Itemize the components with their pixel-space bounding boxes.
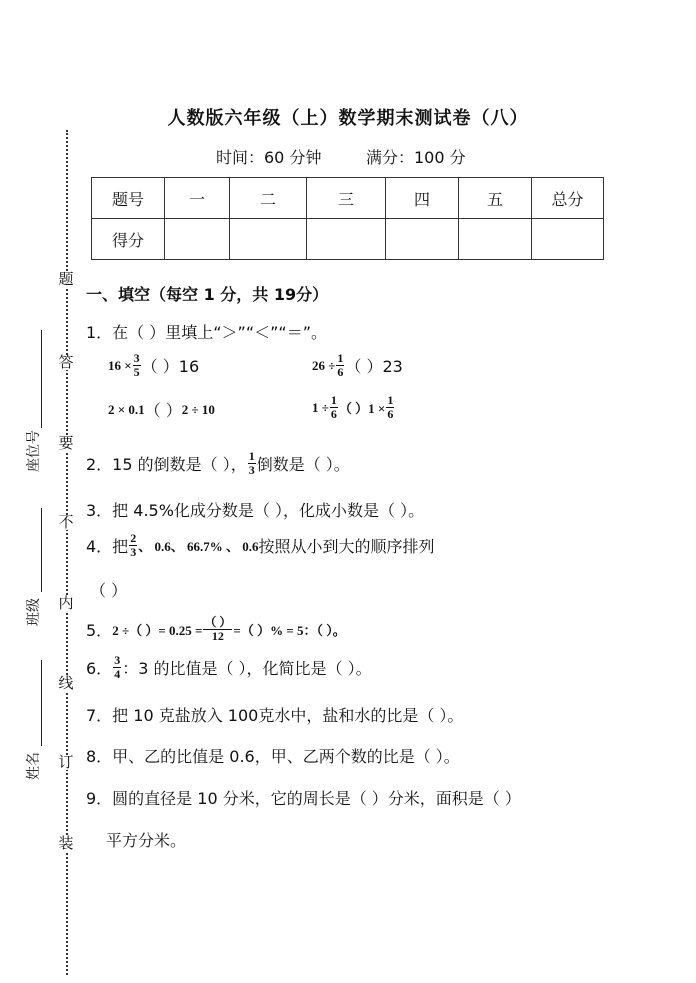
q1-expr-b [312, 352, 403, 379]
denominator: 6 [337, 365, 344, 379]
question-6 [86, 654, 372, 681]
header-cell: 二 [230, 178, 307, 219]
header-cell: 题号 [92, 178, 165, 219]
question-9-continued: 平方分米。 [106, 831, 187, 850]
numerator: 3 [114, 653, 121, 667]
q1d-fraction [330, 394, 338, 421]
denominator: 6 [330, 407, 337, 421]
q1-expr-a [108, 352, 199, 379]
header-cell: 四 [386, 178, 459, 219]
denominator: 6 [387, 407, 394, 421]
margin-char-yao: 要 [58, 434, 74, 452]
q2-fraction [248, 450, 256, 477]
score-cell[interactable] [532, 219, 604, 260]
q1a-right: （ ）16 [141, 357, 200, 376]
q1d-mid: （ ）1 × [338, 401, 386, 416]
denominator: 3 [130, 545, 137, 559]
q1-expr-d [312, 394, 395, 421]
header-cell: 一 [165, 178, 230, 219]
q1-expr-c [108, 398, 215, 421]
q1b-left: 26 ÷ [312, 357, 336, 373]
page-title: 人数版六年级（上）数学期末测试卷（八） [167, 108, 529, 129]
q1b-right: （ ）23 [345, 357, 403, 376]
seat-label: 座位号 [26, 430, 42, 472]
q1a-left: 16 × [108, 357, 132, 373]
q1d-fraction-2 [386, 394, 394, 421]
question-4 [86, 532, 434, 559]
time-text: 时间：60 分钟 [216, 148, 322, 167]
header-cell: 三 [307, 178, 386, 219]
denominator: 5 [133, 365, 140, 379]
margin-char-zhuang: 装 [58, 834, 74, 852]
score-label-cell: 得分 [92, 219, 165, 260]
denominator: 4 [114, 667, 121, 681]
q5-b: =（ ）% = 5：（ ）。 [233, 623, 346, 638]
score-table [91, 177, 604, 260]
score-cell[interactable] [307, 219, 386, 260]
name-label: 姓名 [26, 752, 42, 780]
q2-pre: 2．15 的倒数是（ ）， [86, 455, 247, 474]
header-cell: 五 [459, 178, 532, 219]
score-table-score-row [92, 219, 604, 260]
q4-answer-blank[interactable]: （ ） [90, 581, 128, 600]
section-heading: 一、填空（每空 1 分，共 19分） [86, 285, 329, 304]
margin-char-ti: 题 [58, 270, 74, 288]
question-8-text: 8．甲、乙的比值是 0.6，甲、乙两个数的比是（ ）。 [86, 747, 460, 766]
numerator: 1 [330, 393, 337, 407]
question-2 [86, 450, 350, 477]
question-7-text: 7．把 10 克盐放入 100克水中，盐和水的比是（ ）。 [86, 706, 464, 725]
numerator: 3 [133, 351, 140, 365]
seat-line [41, 330, 42, 428]
margin-char-nei: 内 [58, 594, 74, 612]
q6-pre: 6． [86, 659, 113, 678]
q4-numbers: 、 0.6、 66.7% 、 0.6 [138, 539, 259, 554]
score-cell[interactable] [165, 219, 230, 260]
margin-char-xian: 线 [58, 674, 74, 692]
margin-char-bu: 不 [58, 513, 74, 531]
question-3-text: 3．把 4.5%化成分数是（ ），化成小数是（ ）。 [86, 501, 425, 520]
class-label: 班级 [26, 598, 42, 626]
score-table-header-row [92, 178, 604, 219]
full-score-text: 满分：100 分 [366, 148, 466, 167]
q6-fraction [113, 654, 121, 681]
q1c-left: 2 × 0.1 [108, 401, 145, 417]
score-cell[interactable] [386, 219, 459, 260]
score-cell[interactable] [459, 219, 532, 260]
numerator: （ ） [204, 615, 232, 629]
numerator: 2 [130, 531, 137, 545]
q5-fraction [203, 616, 232, 643]
q4-fraction [129, 532, 137, 559]
q1b-fraction [336, 352, 344, 379]
q2-post: 倒数是（ ）。 [256, 455, 350, 474]
q4-pre: 4．把 [86, 537, 129, 556]
name-line [41, 660, 42, 746]
question-1-text: 1．在（ ）里填上“＞”“＜”“＝”。 [86, 323, 328, 342]
q5-a: 2 ÷（ ）= 0.25 = [112, 623, 203, 638]
margin-char-ding: 订 [58, 753, 74, 771]
numerator: 1 [337, 351, 344, 365]
question-5 [86, 616, 346, 643]
score-cell[interactable] [230, 219, 307, 260]
denominator: 3 [248, 463, 255, 477]
q4-post: 按照从小到大的顺序排列 [258, 537, 435, 556]
q1d-left: 1 ÷ [312, 399, 329, 415]
question-9-text: 9．圆的直径是 10 分米，它的周长是（ ）分米，面积是（ ） [86, 789, 521, 808]
header-cell: 总分 [532, 178, 604, 219]
q1a-fraction [133, 352, 141, 379]
q1c-mid: （ ） [144, 401, 182, 420]
margin-char-da: 答 [58, 353, 74, 371]
numerator: 1 [248, 449, 255, 463]
q1c-right: 2 ÷ 10 [181, 401, 215, 417]
q6-post: ：3 的比值是（ ），化简比是（ ）。 [122, 659, 372, 678]
class-line [41, 508, 42, 592]
numerator: 1 [387, 393, 394, 407]
denominator: 12 [211, 629, 224, 643]
q5-pre: 5． [86, 621, 113, 640]
